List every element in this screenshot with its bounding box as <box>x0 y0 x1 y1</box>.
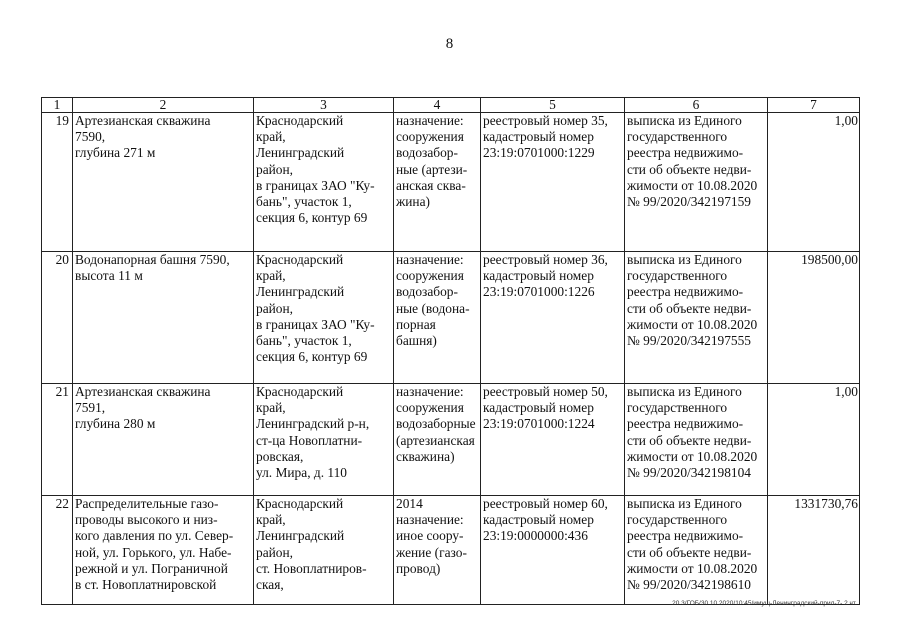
column-number: 3 <box>254 98 394 113</box>
cell-text-line: сти об объекте недви- <box>627 544 752 560</box>
cell-text-line: жимости от 10.08.2020 <box>627 560 758 576</box>
cell-text-line: реестровый номер 35, <box>483 113 608 128</box>
row-number-cell: 21 <box>42 384 73 496</box>
value-cell: 1,00 <box>768 113 860 252</box>
cell-text-line: режной и ул. Пограничной <box>75 560 228 576</box>
object-name-cell <box>73 113 254 252</box>
cell-text-line: реестровый номер 60, <box>483 496 608 511</box>
cell-text-line: реестра недвижимо- <box>627 284 744 300</box>
cell-text-line: район, <box>256 544 294 560</box>
cell-text-line: выписка из Единого <box>627 113 742 128</box>
cell-text-line: сооружения <box>396 400 464 416</box>
cell-text-line: Краснодарский <box>256 384 344 399</box>
cell-text-line: ст-ца Новоплатни- <box>256 432 363 448</box>
purpose-cell <box>394 113 481 252</box>
cell-text-line: Ленинградский р-н, <box>256 416 370 432</box>
cell-text-line: назначение: <box>396 113 464 128</box>
cell-text-line: № 99/2020/342197555 <box>627 333 751 349</box>
cell-text-line: ст. Новоплатниров- <box>256 560 367 576</box>
cell-text-line: Распределительные газо- <box>75 496 219 511</box>
column-number: 5 <box>481 98 625 113</box>
cell-text-line: секция 6, контур 69 <box>256 210 368 226</box>
cell-text-line: кадастровый номер <box>483 512 594 528</box>
cell-text-line: секция 6, контур 69 <box>256 349 368 365</box>
cell-text-line: 23:19:0701000:1226 <box>483 284 595 300</box>
cell-text-line: государственного <box>627 512 728 528</box>
document-cell <box>625 252 768 384</box>
cell-text-line: ул. Мира, д. 110 <box>256 465 347 481</box>
cell-text-line: край, <box>256 512 286 528</box>
cell-text-line: край, <box>256 129 286 145</box>
cell-text-line: Краснодарский <box>256 113 344 128</box>
cell-text-line: реестровый номер 36, <box>483 252 608 267</box>
column-number: 7 <box>768 98 860 113</box>
row-number-cell: 20 <box>42 252 73 384</box>
address-cell <box>254 384 394 496</box>
registry-number-cell <box>481 384 625 496</box>
cell-text-line: (артезианская <box>396 432 475 448</box>
document-footer-code: 20.3/ГОБ/30.10.2020/10:45/имущ-Ленинградский-прил-7- 2 чт. <box>672 600 857 607</box>
cell-text-line: в границах ЗАО "Ку- <box>256 177 375 193</box>
cell-text-line: Водонапорная башня 7590, <box>75 252 230 267</box>
cell-text-line: край, <box>256 400 286 416</box>
cell-text-line: № 99/2020/342197159 <box>627 194 751 210</box>
cell-text-line: Ленинградский <box>256 145 345 161</box>
cell-text-line: скважина) <box>396 448 455 464</box>
cell-text-line: Ленинградский <box>256 528 345 544</box>
column-number: 4 <box>394 98 481 113</box>
cell-text-line: жимости от 10.08.2020 <box>627 448 758 464</box>
cell-text-line: район, <box>256 161 294 177</box>
cell-text-line: 2014 <box>396 496 423 511</box>
cell-text-line: проводы высокого и низ- <box>75 512 218 528</box>
document-cell <box>625 113 768 252</box>
cell-text-line: ская, <box>256 577 284 593</box>
registry-number-cell <box>481 496 625 605</box>
cell-text-line: Артезианская скважина <box>75 384 211 399</box>
cell-text-line: кадастровый номер <box>483 129 594 145</box>
column-number: 2 <box>73 98 254 113</box>
property-registry-table <box>41 97 860 605</box>
table-row <box>42 252 860 384</box>
cell-text-line: государственного <box>627 129 728 145</box>
cell-text-line: жимости от 10.08.2020 <box>627 316 758 332</box>
cell-text-line: кадастровый номер <box>483 400 594 416</box>
table-row <box>42 496 860 605</box>
cell-text-line: 23:19:0701000:1229 <box>483 145 595 161</box>
cell-text-line: глубина 271 м <box>75 145 156 161</box>
cell-text-line: сооружения <box>396 129 464 145</box>
cell-text-line: сти об объекте недви- <box>627 432 752 448</box>
cell-text-line: анская сква- <box>396 177 466 193</box>
object-name-cell <box>73 496 254 605</box>
column-number: 1 <box>42 98 73 113</box>
cell-text-line: бань", участок 1, <box>256 333 352 349</box>
cell-text-line: бань", участок 1, <box>256 194 352 210</box>
cell-text-line: край, <box>256 268 286 284</box>
cell-text-line: в ст. Новоплатнировской <box>75 577 217 593</box>
cell-text-line: сти об объекте недви- <box>627 300 752 316</box>
cell-text-line: Ленинградский <box>256 284 345 300</box>
cell-text-line: жение (газо- <box>396 544 467 560</box>
cell-text-line: иное соору- <box>396 528 464 544</box>
cell-text-line: ной, ул. Горького, ул. Набе- <box>75 544 232 560</box>
cell-text-line: глубина 280 м <box>75 416 156 432</box>
cell-text-line: назначение: <box>396 252 464 267</box>
address-cell <box>254 496 394 605</box>
cell-text-line: 7590, <box>75 129 106 145</box>
cell-text-line: сти об объекте недви- <box>627 161 752 177</box>
cell-text-line: ные (водона- <box>396 300 470 316</box>
registry-number-cell <box>481 113 625 252</box>
cell-text-line: 23:19:0701000:1224 <box>483 416 595 432</box>
cell-text-line: государственного <box>627 268 728 284</box>
cell-text-line: Краснодарский <box>256 496 344 511</box>
cell-text-line: водозаборные <box>396 416 476 432</box>
row-number-cell: 19 <box>42 113 73 252</box>
cell-text-line: выписка из Единого <box>627 496 742 511</box>
table-row <box>42 384 860 496</box>
cell-text-line: высота 11 м <box>75 268 143 284</box>
value-cell: 198500,00 <box>768 252 860 384</box>
cell-text-line: 23:19:0000000:436 <box>483 528 588 544</box>
cell-text-line: Краснодарский <box>256 252 344 267</box>
address-cell <box>254 113 394 252</box>
value-cell: 1331730,76 <box>768 496 860 605</box>
document-cell <box>625 384 768 496</box>
purpose-cell <box>394 384 481 496</box>
object-name-cell <box>73 252 254 384</box>
cell-text-line: район, <box>256 300 294 316</box>
cell-text-line: Артезианская скважина <box>75 113 211 128</box>
cell-text-line: реестра недвижимо- <box>627 528 744 544</box>
cell-text-line: водозабор- <box>396 145 458 161</box>
cell-text-line: реестра недвижимо- <box>627 145 744 161</box>
cell-text-line: назначение: <box>396 512 464 528</box>
cell-text-line: 7591, <box>75 400 106 416</box>
cell-text-line: государственного <box>627 400 728 416</box>
purpose-cell <box>394 252 481 384</box>
cell-text-line: реестра недвижимо- <box>627 416 744 432</box>
cell-text-line: назначение: <box>396 384 464 399</box>
cell-text-line: порная <box>396 316 436 332</box>
registry-number-cell <box>481 252 625 384</box>
cell-text-line: в границах ЗАО "Ку- <box>256 316 375 332</box>
purpose-cell <box>394 496 481 605</box>
cell-text-line: реестровый номер 50, <box>483 384 608 399</box>
cell-text-line: башня) <box>396 333 437 349</box>
cell-text-line: жина) <box>396 194 430 210</box>
cell-text-line: провод) <box>396 560 441 576</box>
document-cell <box>625 496 768 605</box>
cell-text-line: кого давления по ул. Север- <box>75 528 234 544</box>
value-cell: 1,00 <box>768 384 860 496</box>
address-cell <box>254 252 394 384</box>
table-row <box>42 113 860 252</box>
cell-text-line: ровская, <box>256 448 304 464</box>
column-number-row <box>42 98 860 113</box>
cell-text-line: выписка из Единого <box>627 252 742 267</box>
column-number: 6 <box>625 98 768 113</box>
object-name-cell <box>73 384 254 496</box>
cell-text-line: кадастровый номер <box>483 268 594 284</box>
page-number: 8 <box>445 36 454 52</box>
cell-text-line: жимости от 10.08.2020 <box>627 177 758 193</box>
cell-text-line: № 99/2020/342198610 <box>627 577 751 593</box>
cell-text-line: выписка из Единого <box>627 384 742 399</box>
row-number-cell: 22 <box>42 496 73 605</box>
cell-text-line: ные (артези- <box>396 161 468 177</box>
cell-text-line: сооружения <box>396 268 464 284</box>
cell-text-line: водозабор- <box>396 284 458 300</box>
cell-text-line: № 99/2020/342198104 <box>627 465 751 481</box>
